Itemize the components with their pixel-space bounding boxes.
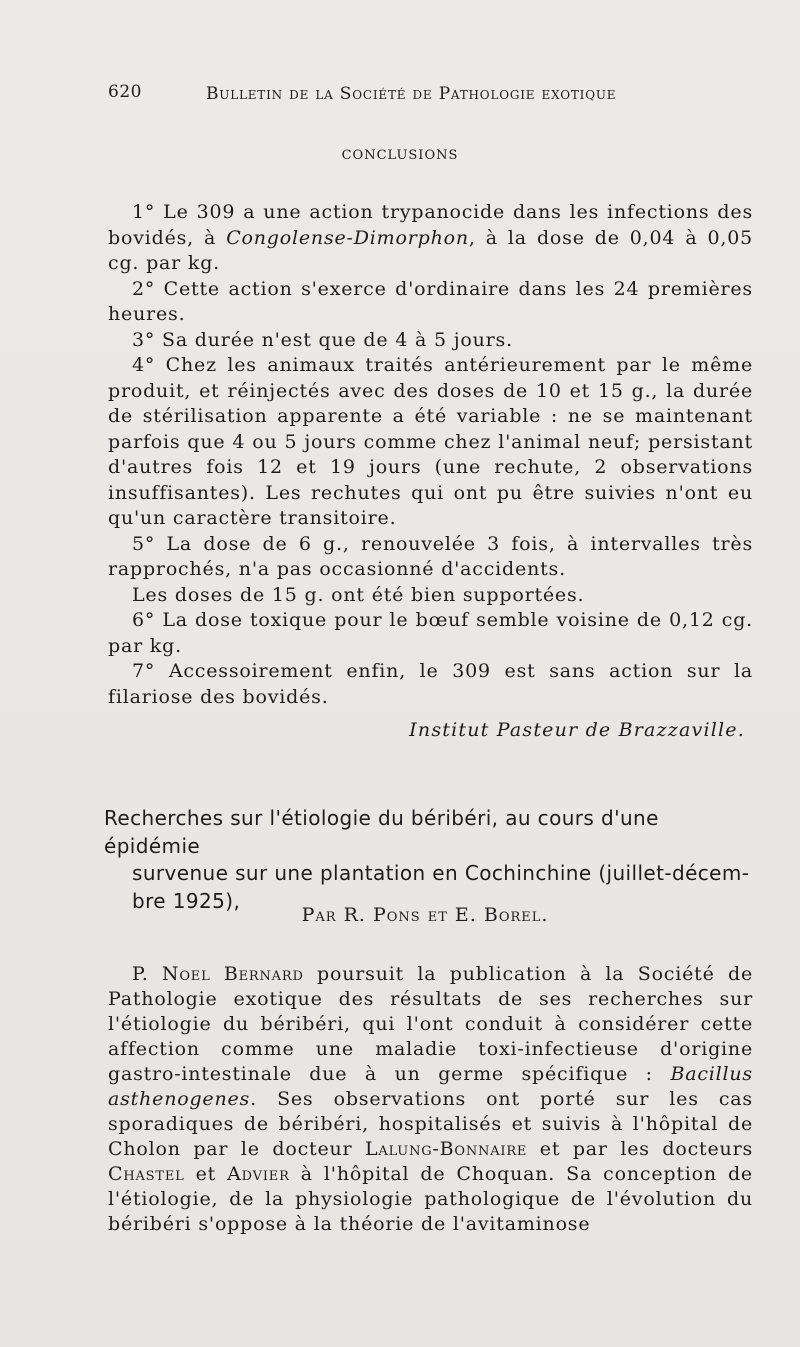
article-title: [104, 805, 754, 915]
running-title: Bulletin de la Société de Pathologie exotique: [206, 84, 617, 104]
author-name: Lalung-Bonnaire: [364, 1138, 528, 1160]
author-name: Chastel: [108, 1163, 185, 1185]
article-title-line: bre 1925),: [132, 888, 241, 913]
conclusion-item: 3° Sa durée n'est que de 4 à 5 jours.: [132, 328, 513, 351]
institution-signature: Institut Pasteur de Brazzaville.: [409, 719, 745, 741]
conclusion-item: 2° Cette action s'exerce d'ordinaire dans les 24 premières heures.: [108, 277, 753, 325]
conclusion-item: 7° Accessoirement enfin, le 309 est sans action sur la filariose des bovidés.: [108, 660, 753, 708]
conclusions-heading: CONCLUSIONS: [341, 148, 459, 163]
conclusion-item: Les doses de 15 g. ont été bien supportées.: [132, 583, 585, 606]
article-title-line: survenue sur une plantation en Cochinchine (juillet-décem-: [132, 861, 750, 885]
conclusion-item: 4° Chez les animaux traités antérieurement par le même produit, et réinjectés avec des doses de 10 et 15 g., la durée de stérilisation apparente a été variable : ne se maintenant parfois que 4 ou 5 jours comme chez l'animal neuf; persistant d'autres fois 12 et 19 jours (une rechute, 2 observations insuffisantes). Les rechutes qui ont pu être suivies n'ont eu qu'un caractère transitoire.: [108, 354, 753, 529]
article-authors: Par R. Pons et E. Borel.: [301, 904, 549, 926]
article-body: [108, 962, 753, 1237]
article-title-line: Recherches sur l'étiologie du béribéri, au cours d'une épidémie: [104, 806, 659, 858]
page-number: 620: [108, 82, 142, 102]
conclusion-item: 6° La dose toxique pour le bœuf semble voisine de 0,12 cg. par kg.: [108, 609, 753, 657]
article-paragraph: P. Noel Bernard poursuit la publication à la Société de Pathologie exotique des résultats de ses recherches sur l'étiologie du béribéri, qui l'ont conduit à considérer cette affection comme une maladie toxi-infectieuse d'origine gastro-intestinale due à un germe spécifique : Bacillus asthenogenes. Ses observations ont porté sur les cas sporadiques de béribéri, hospitalisés et suivis à l'hôpital de Cholon par le docteur Lalung-Bonnaire et par les docteurs Chastel et Advier à l'hôpital de Choquan. Sa conception de l'étiologie, de la physiologie pathologique de l'évolution du béribéri s'oppose à la théorie de l'avitaminose: [108, 963, 754, 1235]
author-name: Noel Bernard: [161, 963, 304, 985]
conclusions-body: [108, 200, 753, 744]
conclusion-item: 1° Le 309 a une action trypanocide dans les infections des bovidés, à Congolense-Dimorphon, à la dose de 0,04 à 0,05 cg. par kg.: [108, 201, 753, 274]
author-name: Advier: [227, 1163, 290, 1185]
conclusion-item: 5° La dose de 6 g., renouvelée 3 fois, à intervalles très rapprochés, n'a pas occasionné d'accidents.: [108, 532, 753, 580]
